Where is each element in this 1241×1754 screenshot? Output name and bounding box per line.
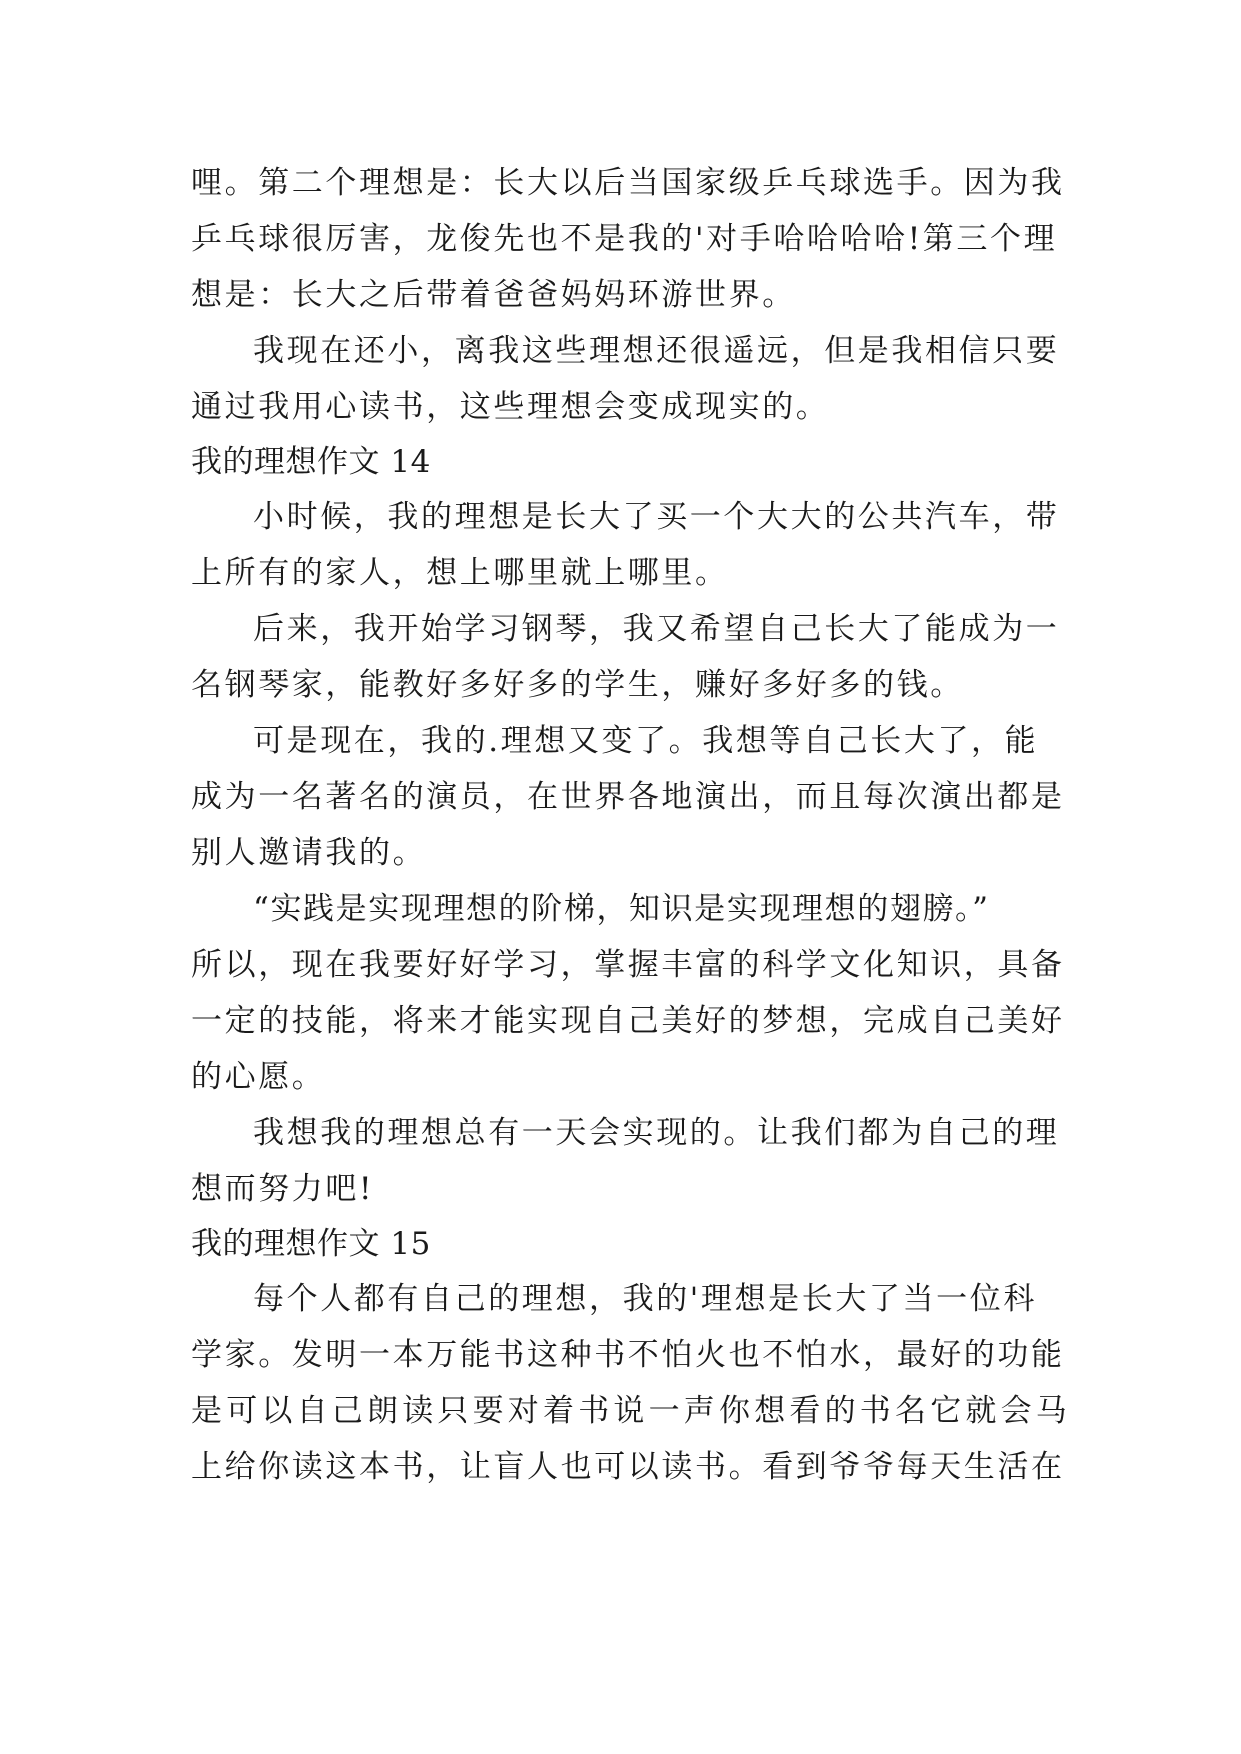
- section-heading: 我的理想作文 15: [191, 1226, 431, 1262]
- text-line: 所以，现在我要好好学习，掌握丰富的科学文化知识，具备: [191, 947, 1065, 983]
- text-line: 名钢琴家，能教好多好多的学生，赚好多好多的钱。: [191, 667, 964, 703]
- paragraph-first-line: 我想我的理想总有一天会实现的。让我们都为自己的理: [253, 1115, 1060, 1151]
- text-line: 学家。发明一本万能书这种书不怕火也不怕水，最好的功能: [191, 1337, 1065, 1373]
- text-line: 想是：长大之后带着爸爸妈妈环游世界。: [191, 277, 796, 313]
- text-line: 通过我用心读书，这些理想会变成现实的。: [191, 389, 830, 425]
- section-heading: 我的理想作文 14: [191, 444, 431, 480]
- text-line: 想而努力吧!: [191, 1171, 375, 1207]
- text-line: 别人邀请我的。: [191, 835, 427, 871]
- text-line: 的心愿。: [191, 1059, 326, 1095]
- text-line: 成为一名著名的演员，在世界各地演出，而且每次演出都是: [191, 779, 1065, 815]
- paragraph-first-line: 每个人都有自己的理想，我的'理想是长大了当一位科: [253, 1281, 1037, 1317]
- text-line: 上所有的家人，想上哪里就上哪里。: [191, 555, 729, 591]
- paragraph-first-line: 可是现在，我的.理想又变了。我想等自己长大了，能: [253, 723, 1039, 759]
- paragraph-first-line: 后来，我开始学习钢琴，我又希望自己长大了能成为一: [253, 611, 1060, 647]
- paragraph-first-line: 我现在还小，离我这些理想还很遥远，但是我相信只要: [253, 333, 1060, 369]
- text-line: 乒乓球很厉害，龙俊先也不是我的'对手哈哈哈哈!第三个理: [191, 221, 1058, 257]
- text-line: 是可以自己朗读只要对着书说一声你想看的书名它就会马: [191, 1393, 1071, 1429]
- text-line: 上给你读这本书，让盲人也可以读书。看到爷爷每天生活在: [191, 1449, 1065, 1485]
- paragraph-first-line: 小时候，我的理想是长大了买一个大大的公共汽车，带: [253, 499, 1060, 535]
- text-line: 一定的技能，将来才能实现自己美好的梦想，完成自己美好: [191, 1003, 1065, 1039]
- paragraph-first-line: “实践是实现理想的阶梯，知识是实现理想的翅膀。”: [253, 891, 990, 927]
- text-line: 哩。第二个理想是：长大以后当国家级乒乓球选手。因为我: [191, 165, 1065, 201]
- document-body: [191, 155, 1071, 1495]
